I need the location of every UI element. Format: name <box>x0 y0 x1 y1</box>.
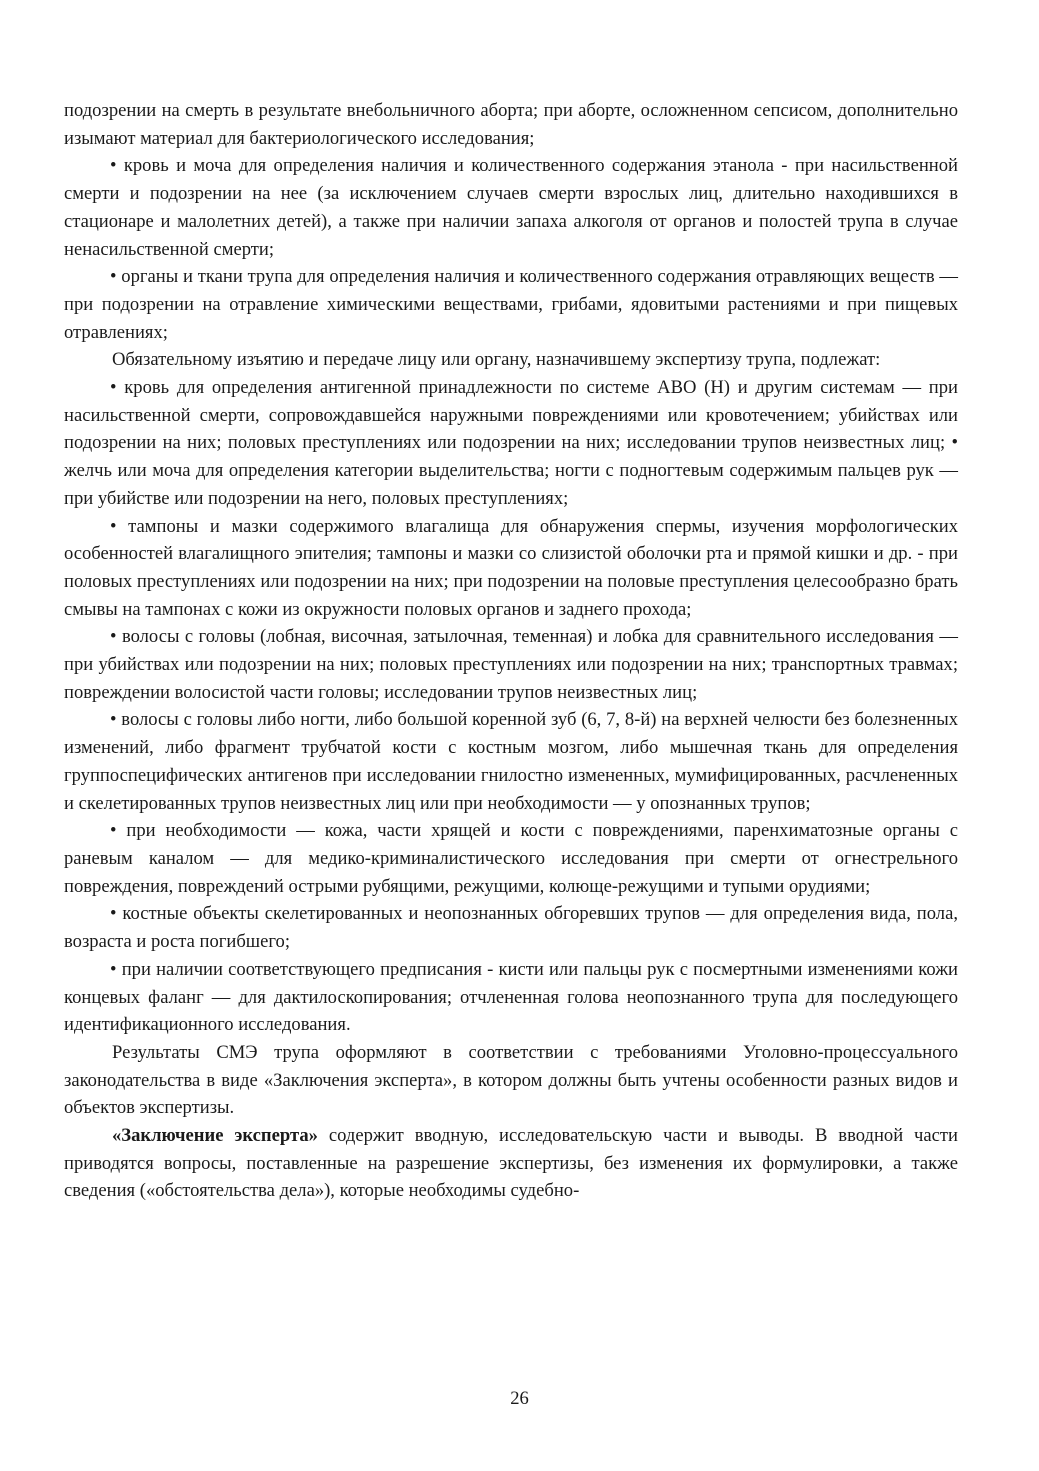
paragraph-mandatory-seizure: Обязательному изъятию и передаче лицу или органу, назначившему экспертизу трупа, подлежат: <box>112 349 881 371</box>
paragraph-expert-conclusion <box>64 1122 958 1205</box>
bullet-blood-abo: • кровь для определения антигенной принадлежности по системе АВО (Н) и другим системам — при насильственной смерти, сопровождавшейся наружными повреждениями или кровотечением; убийствах или подозрении на них; половых преступлениях или подозрении на них; исследовании трупов неизвестных лиц; • желчь или моча для определения категории выделительства; ногти с подногтевым содержимым пальцев рук — при убийстве или подозрении на него, половых преступлениях; <box>64 377 958 509</box>
bullet-skin-cartilage-bones: • при необходимости — кожа, части хрящей и кости с повреждениями, паренхиматозные органы с раневым каналом — для медико-криминалистического исследования при смерти от огнестрельного повреждения, повреждений острыми рубящими, режущими, колюще-режущими и тупыми орудиями; <box>64 820 958 897</box>
bullet-hair-comparison: • волосы с головы (лобная, височная, затылочная, теменная) и лобка для сравнительного исследования — при убийствах или подозрении на них; половых преступлениях или подозрении на них; транспортных травмах; повреждении волосистой части головы; исследовании трупов неизвестных лиц; <box>64 626 958 703</box>
bullet-organs-toxic-substances: • органы и ткани трупа для определения наличия и количественного содержания отравляющих веществ — при подозрении на отравление химическими веществами, грибами, ядовитыми растениями и при пищевых отравлениях; <box>64 266 958 343</box>
page-number: 26 <box>510 1388 529 1409</box>
expert-conclusion-term: «Заключение эксперта» <box>112 1125 318 1147</box>
bullet-skeletal-objects: • костные объекты скелетированных и неопознанных обгоревших трупов — для определения вида, пола, возраста и роста погибшего; <box>64 903 958 953</box>
bullet-group-antigens: • волосы с головы либо ногти, либо большой коренной зуб (6, 7, 8-й) на верхней челюсти без болезненных изменений, либо фрагмент трубчатой кости с костным мозгом, либо мышечная ткань для определения группоспецифических антигенов при исследовании гнилостно измененных, мумифицированных, расчлененных и скелетированных трупов неизвестных лиц или при необходимости — у опознанных трупов; <box>64 709 958 814</box>
document-page <box>64 97 958 1205</box>
bullet-fingerprinting: • при наличии соответствующего предписания - кисти или пальцы рук с посмертными изменениями кожи концевых фаланг — для дактилоскопирования; отчлененная голова неопознанного трупа для последующего идентификационного исследования. <box>64 958 958 1036</box>
paragraph-continuation: подозрении на смерть в результате внебольничного аборта; при аборте, осложненном сепсисом, дополнительно изымают материал для бактериологического исследования; <box>64 100 958 149</box>
expert-conclusion-text: содержит вводную, исследовательскую части и выводы. В вводной части приводятся вопросы, поставленные на разрешение экспертизы, без изменения их формулировки, а также сведения («обстоятельства дела»), которые необходимы судебно- <box>64 1125 958 1202</box>
paragraph-sme-results: Результаты СМЭ трупа оформляют в соответствии с требованиями Уголовно-процессуального законодательства в виде «Заключения эксперта», в котором должны быть учтены особенности разных видов и объектов экспертизы. <box>64 1041 958 1119</box>
bullet-swabs-smears: • тампоны и мазки содержимого влагалища для обнаружения спермы, изучения морфологических особенностей влагалищного эпителия; тампоны и мазки со слизистой оболочки рта и прямой кишки и др. - при половых преступлениях или подозрении на них; при подозрении на половые преступления целесообразно брать смывы на тампонах с кожи из окружности половых органов и заднего прохода; <box>64 515 958 620</box>
bullet-blood-urine-ethanol: • кровь и моча для определения наличия и количественного содержания этанола - при насильственной смерти и подозрении на нее (за исключением случаев смерти взрослых лиц, длительно находившихся в стационаре и малолетних детей), а также при наличии запаха алкоголя от органов и полостей трупа в случае ненасильственной смерти; <box>64 155 958 260</box>
